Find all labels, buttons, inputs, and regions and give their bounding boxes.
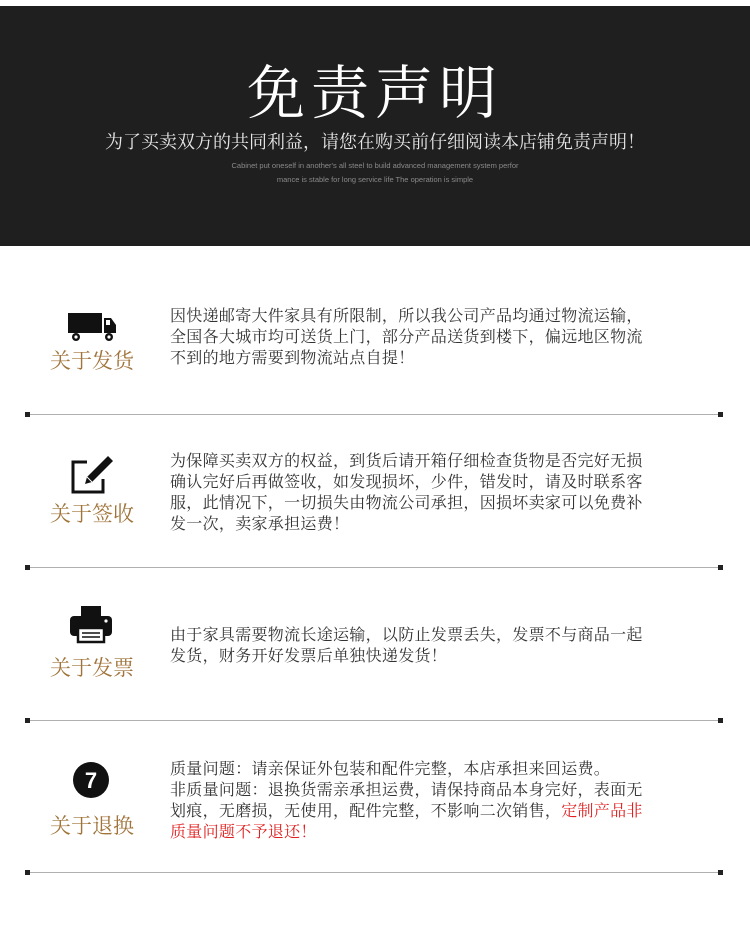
english-caption-line-1: Cabinet put oneself in another's all steel to build advanced management system perfor [231,161,519,170]
text-line: 确认完好后再做签收，如发现损坏，少件，错发时，请及时联系客 [170,472,643,491]
section-divider [27,720,721,721]
text-segment: 划痕，无磨损，无使用，配件完整，不影响二次销售， [170,801,562,820]
text-line: 因快递邮寄大件家具有所限制，所以我公司产品均通过物流运输， [170,306,643,325]
text-line: 质量问题：请亲保证外包装和配件完整，本店承担来回运费。 [170,759,611,778]
text-line: 为保障买卖双方的权益，到货后请开箱仔细检查货物是否完好无损 [170,451,643,470]
section-divider [27,872,721,873]
text-line: 全国各大城市均可送货上门，部分产品送货到楼下，偏远地区物流 [170,327,643,346]
section-signing [0,446,750,566]
text-line: 由于家具需要物流长途运输，以防止发票丢失，发票不与商品一起 [170,625,643,644]
page-title: 免责声明 [246,59,503,127]
text-line: 服，此情况下，一切损失由物流公司承担，因损坏卖家可以免费补 [170,493,643,512]
truck-icon [50,306,132,350]
text-line: 发货，财务开好发票后单独快递发货！ [170,646,448,665]
custom-product-warning: 定制产品非 [561,801,643,820]
text-line: 不到的地方需要到物流站点自提！ [170,348,415,367]
section-shipping [0,296,750,416]
number-seven-icon [50,758,132,802]
badge-number: 7 [84,768,98,793]
printer-icon [50,604,132,648]
section-title-returns: 关于退换 [50,814,134,838]
section-divider [27,567,721,568]
section-text-shipping [170,305,710,368]
section-title-shipping: 关于发货 [50,349,134,373]
english-caption-line-2: mance is stable for long service life The operation is simple [276,175,474,184]
page-subtitle: 为了买卖双方的共同利益，请您在购买前仔细阅读本店铺免责声明！ [105,132,645,153]
text-line: 非质量问题：退换货需亲承担运费，请保持商品本身完好，表面无 [170,780,643,799]
section-invoice [0,602,750,712]
header-banner [0,6,750,246]
section-text-invoice [170,624,710,666]
section-title-invoice: 关于发票 [50,656,134,680]
section-divider [27,414,721,415]
custom-product-warning-cont: 质量问题不予退还！ [170,822,317,841]
edit-icon [50,452,132,496]
section-returns [0,752,750,872]
section-title-signing: 关于签收 [50,502,134,526]
text-line: 发一次，卖家承担运费！ [170,514,350,533]
text-line [170,800,710,821]
section-text-returns [170,758,710,842]
section-text-signing [170,450,710,534]
